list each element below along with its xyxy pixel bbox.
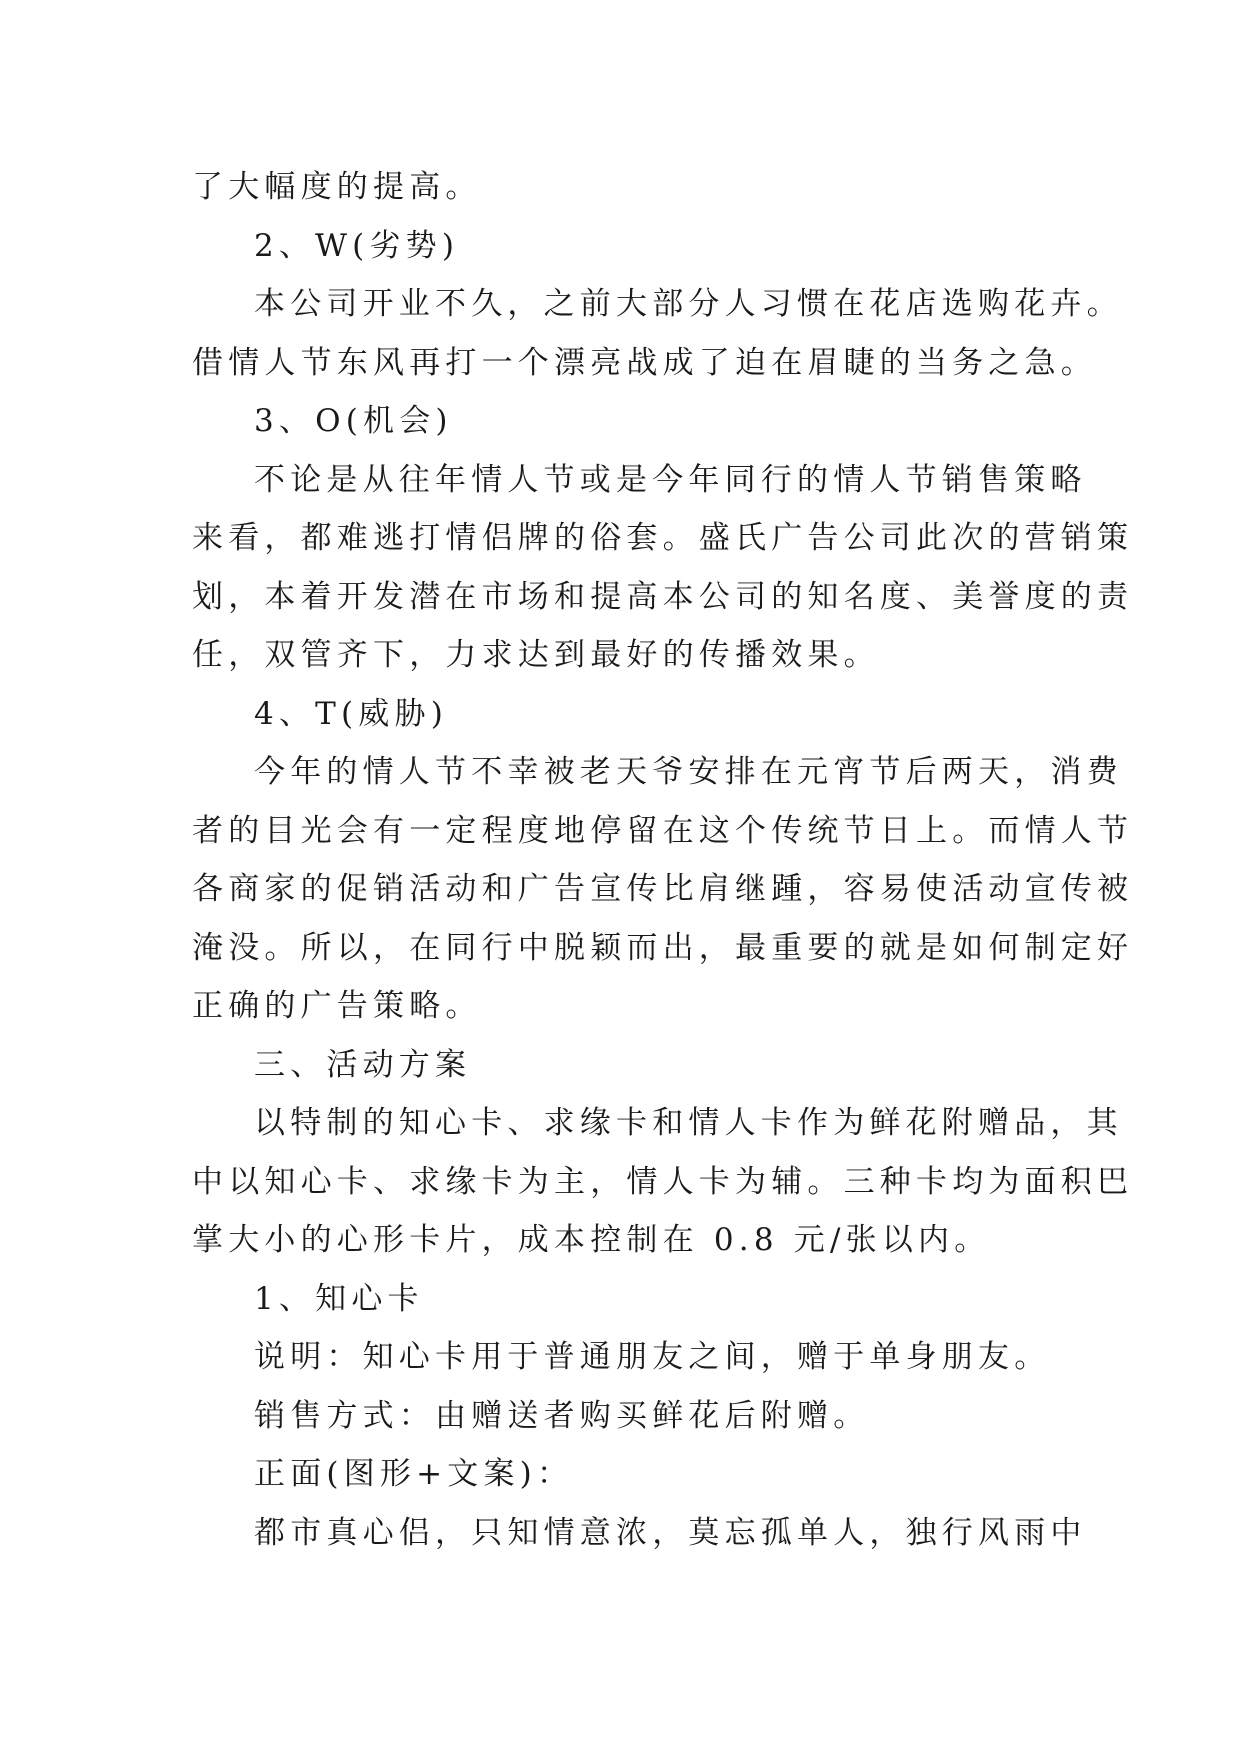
text-line: 了大幅度的提高。 — [192, 169, 482, 205]
text-line: 正面(图形+文案)： — [254, 1456, 574, 1492]
text-line: 划，本着开发潜在市场和提高本公司的知名度、美誉度的责 — [192, 578, 1134, 615]
section-heading-opportunity: 3、O(机会) — [254, 403, 453, 439]
text-line: 以特制的知心卡、求缘卡和情人卡作为鲜花附赠品，其 — [254, 1105, 1123, 1141]
section-heading-activity-plan: 三、活动方案 — [254, 1046, 472, 1083]
text-line: 说明：知心卡用于普通朋友之间，赠于单身朋友。 — [254, 1339, 1051, 1375]
text-line: 掌大小的心形卡片，成本控制在 0.8 元/张以内。 — [192, 1222, 991, 1258]
text-line: 今年的情人节不幸被老天爷安排在元宵节后两天，消费 — [254, 754, 1123, 790]
document-body — [192, 158, 1134, 1562]
text-line: 者的目光会有一定程度地停留在这个传统节日上。而情人节 — [192, 812, 1134, 849]
text-line: 正确的广告策略。 — [192, 988, 482, 1024]
text-line: 都市真心侣，只知情意浓，莫忘孤单人，独行风雨中 — [254, 1514, 1087, 1551]
text-line: 中以知心卡、求缘卡为主，情人卡为辅。三种卡均为面积巴 — [192, 1163, 1134, 1200]
text-line: 不论是从往年情人节或是今年同行的情人节销售策略 — [254, 461, 1087, 498]
text-line: 淹没。所以，在同行中脱颖而出，最重要的就是如何制定好 — [192, 929, 1134, 966]
text-line: 借情人节东风再打一个漂亮战成了迫在眉睫的当务之急。 — [192, 344, 1097, 381]
text-line: 本公司开业不久，之前大部分人习惯在花店选购花卉。 — [254, 286, 1123, 322]
text-line: 任，双管齐下，力求达到最好的传播效果。 — [192, 637, 880, 673]
section-heading-card: 1、知心卡 — [254, 1280, 424, 1317]
section-heading-weakness: 2、W(劣势) — [254, 227, 460, 264]
text-line: 各商家的促销活动和广告宣传比肩继踵，容易使活动宣传被 — [192, 871, 1134, 907]
section-heading-threat: 4、T(威胁) — [254, 695, 448, 732]
text-line: 销售方式：由赠送者购买鲜花后附赠。 — [254, 1397, 870, 1434]
text-line: 来看，都难逃打情侣牌的俗套。盛氏广告公司此次的营销策 — [192, 520, 1134, 556]
